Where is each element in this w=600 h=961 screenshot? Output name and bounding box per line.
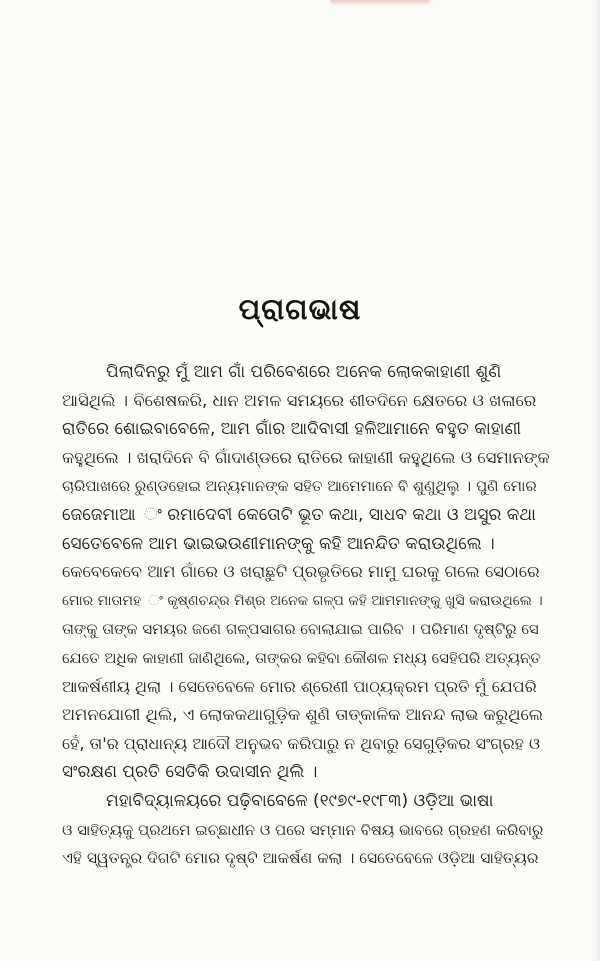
text-line: ହେଁ, ତା'ର ପ୍ରାଧାନ୍ୟ ଆଦୌ ଅନୁଭବ କରିପାରୁ ନ ଥିବାରୁ ସେଗୁଡ଼ିକର ସଂଗ୍ରହ ଓ: [62, 733, 541, 753]
text-line: ଜେଜେମାଆ ଂ ରମାଦେବୀ କେତୋଟି ଭୂତ କଥା, ସାଧବ କଥା ଓ ଅସୁର କଥା: [62, 504, 536, 525]
text-line: ଯେତେ ଅଧିକ କାହାଣୀ ଜାଣିଥିଲେ, ତାଙ୍କର କହିବା କୌଶଳ ମଧ୍ୟ ସେହିପରି ଅତ୍ୟନ୍ତ: [62, 648, 541, 667]
text-line: ମୋର ମାତାମହ ଂ କୃଷ୍ଣଚନ୍ଦ୍ର ମିଶ୍ର ଅନେକ ଗଳ୍ପ କହି ଆମମାନଙ୍କୁ ଖୁସି କରାଉଥିଲେ ।: [62, 592, 543, 609]
body-text: [62, 358, 550, 873]
text-line: ଏହି ସ୍ୱତନ୍ତ୍ର ଦିଗଟି ମୋର ଦୃଷ୍ଟି ଆକର୍ଷଣ କଲା । ସେତେବେଳେ ଓଡ଼ିଆ ସାହିତ୍ୟର: [62, 849, 539, 868]
text-line: ତାଙ୍କୁ ତାଙ୍କ ସମୟର ଜଣେ ଗଳ୍ପସାଗର ବୋଲାଯାଇ ପାରିବ । ପରିମାଣ ଦୃଷ୍ଟିରୁ ସେ: [62, 620, 539, 639]
page-title: ପ୍ରାଗଭାଷ: [238, 292, 362, 326]
text-line: ଓ ସାହିତ୍ୟକୁ ପ୍ରଥମେ ଇଚ୍ଛାଧୀନ ଓ ପରେ ସମ୍ମାନ ବିଷୟ ଭାବରେ ଗ୍ରହଣ କରିବାରୁ: [62, 820, 544, 839]
text-line: ରାତିରେ ଶୋଇବାବେଳେ, ଆମ ଗାଁର ଆଦିବାସୀ ହଳିଆମାନେ ବହୁତ କାହାଣୀ: [62, 419, 522, 440]
text-line: ଚାରିପାଖରେ ରୁଣ୍ଡହୋଇ ଅନ୍ୟମାନଙ୍କ ସହିତ ଆମେମାନେ ବି ଶୁଣୁଥିଲୁ । ପୁଣି ମୋର: [62, 477, 537, 496]
text-line: ଆସିଥିଲି । ବିଶେଷକରି, ଧାନ ଅମଳ ସମୟରେ ଶୀତଦିନେ କ୍ଷେତରେ ଓ ଖଳାରେ: [62, 390, 537, 410]
text-line: ମହାବିଦ୍ୟାଳୟରେ ପଢ଼ିବାବେଳେ (୧୯୭୯-୧୯୮୩) ଓଡ଼ିଆ ଭାଷା: [106, 790, 494, 811]
text-line: ସଂରକ୍ଷଣ ପ୍ରତି ସେତିକି ଉଦାସୀନ ଥିଲି ।: [62, 762, 318, 783]
page-top-mark: [330, 0, 430, 6]
text-line: ସେତେବେଳେ ଆମ ଭାଇଭଉଣୀମାନଙ୍କୁ କହି ଆନନ୍ଦିତ କରାଉଥିଲେ ।: [62, 533, 495, 554]
page-edge-shadow: [594, 0, 600, 961]
text-line: ଅମନଯୋଗୀ ଥିଲି, ଏ ଲୋକକଥାଗୁଡ଼ିକ ଶୁଣି ତାତ୍କାଳିକ ଆନନ୍ଦ ଲାଭ କରୁଥିଲେ: [62, 705, 544, 725]
text-line: କେବେକେବେ ଆମ ଗାଁରେ ଓ ଖରାଛୁଟି ପ୍ରଭୃତିରେ ମାମୁ ଘରକୁ ଗଲେ ସେଠାରେ: [62, 562, 540, 582]
text-line: ଆକର୍ଷଣୀୟ ଥିଲା । ସେତେବେଳେ ମୋର ଶ୍ରେଣୀ ପାଠ୍ୟକ୍ରମ ପ୍ରତି ମୁଁ ଯେପରି: [62, 676, 537, 696]
text-line: ପିଲାଦିନରୁ ମୁଁ ଆମ ଗାଁ ପରିବେଶରେ ଅନେକ ଲୋକକାହାଣୀ ଶୁଣି: [106, 362, 502, 382]
text-line: କହୁଥିଲେ । ଖରାଦିନେ ବି ଗାଁଦାଣ୍ଡରେ ରାତିରେ କାହାଣୀ କହୁଥିଲେ ଓ ସେମାନଙ୍କ: [62, 447, 550, 467]
